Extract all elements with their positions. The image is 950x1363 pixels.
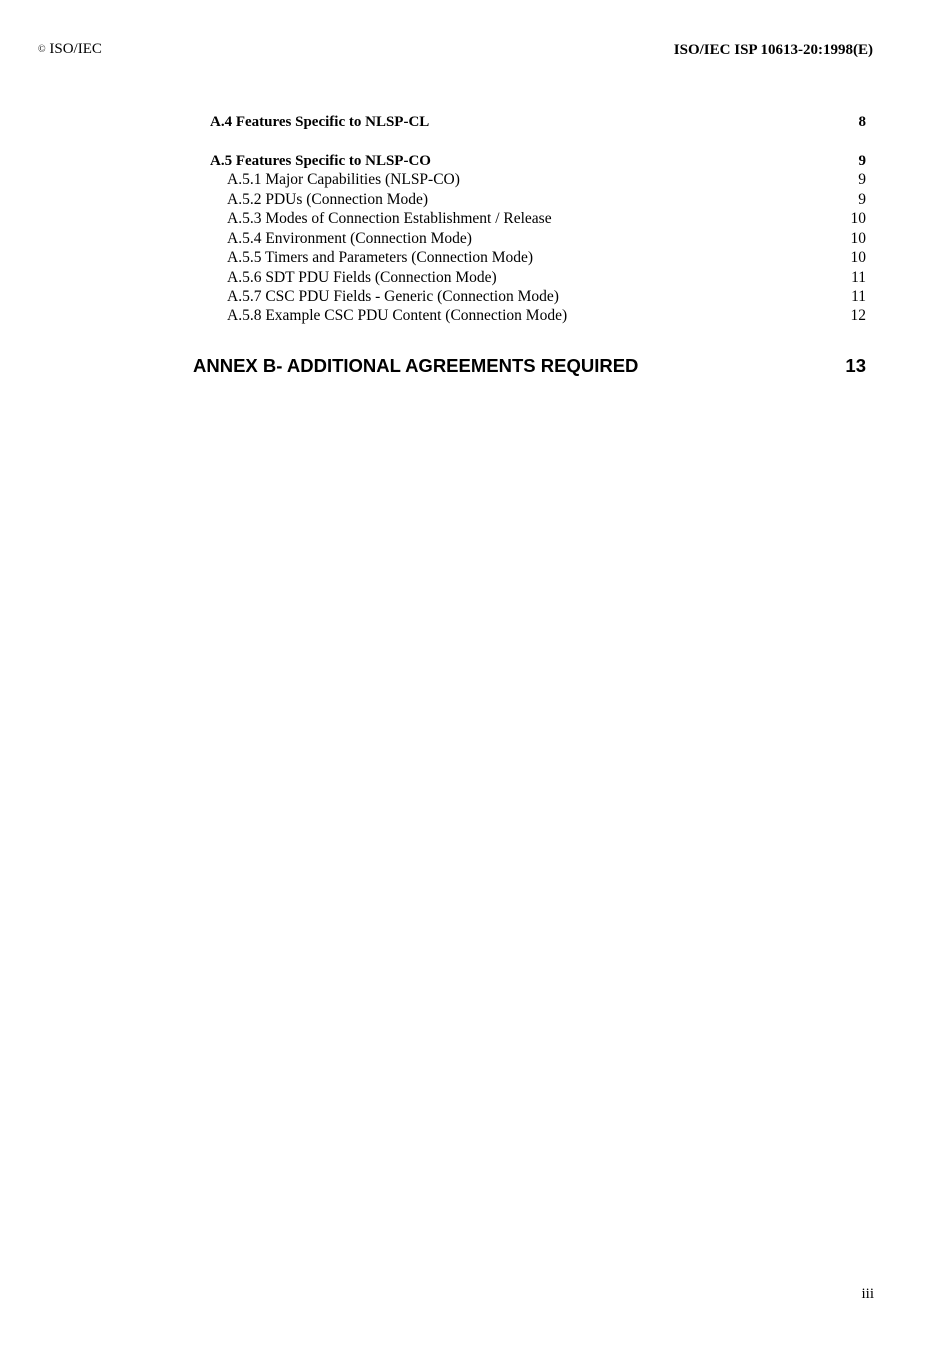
copyright-symbol: © xyxy=(38,44,46,55)
toc-entry-page: 9 xyxy=(858,191,866,208)
toc-entry-a5-3[interactable] xyxy=(0,209,950,229)
toc-entry-a5-7[interactable] xyxy=(0,287,950,307)
toc-entry-a5-8[interactable] xyxy=(0,306,950,326)
toc-entry-label: A.5.7 CSC PDU Fields - Generic (Connection Mode) xyxy=(227,288,559,305)
toc-entry-a5[interactable] xyxy=(0,151,950,171)
toc-entry-a4[interactable] xyxy=(0,112,950,132)
toc-entry-page: 10 xyxy=(850,230,866,247)
toc-entry-annex-b[interactable] xyxy=(0,354,950,378)
toc-entry-label: A.5.2 PDUs (Connection Mode) xyxy=(227,191,429,208)
toc-entry-label: A.5.8 Example CSC PDU Content (Connection Mode) xyxy=(227,307,568,324)
toc-entry-page: 11 xyxy=(851,288,866,305)
toc-entry-label: ANNEX B- ADDITIONAL AGREEMENTS REQUIRED xyxy=(193,355,639,376)
toc-entry-label: A.5.1 Major Capabilities (NLSP-CO) xyxy=(227,171,460,188)
footer-page-number: iii xyxy=(861,1286,874,1302)
toc-entry-label: A.5 Features Specific to NLSP-CO xyxy=(210,153,431,169)
toc-entry-page: 10 xyxy=(850,210,866,227)
toc-entry-a5-6[interactable] xyxy=(0,268,950,288)
toc-entry-a5-5[interactable] xyxy=(0,248,950,268)
toc-entry-page: 9 xyxy=(858,153,866,169)
toc-entry-label: A.5.4 Environment (Connection Mode) xyxy=(227,230,472,247)
toc-entry-page: 10 xyxy=(850,249,866,266)
toc-entry-label: A.4 Features Specific to NLSP-CL xyxy=(210,114,430,130)
toc-entry-page: 9 xyxy=(858,171,866,188)
toc-entry-a5-1[interactable] xyxy=(0,170,950,190)
toc-entry-page: 12 xyxy=(850,307,866,324)
header-organization: ISO/IEC xyxy=(49,41,102,57)
header-copyright xyxy=(38,40,102,59)
header-document-id: ISO/IEC ISP 10613-20:1998(E) xyxy=(673,42,873,58)
toc-entry-page: 8 xyxy=(858,114,866,130)
toc-entry-a5-2[interactable] xyxy=(0,190,950,210)
toc-entry-page: 13 xyxy=(845,355,866,376)
toc-entry-label: A.5.3 Modes of Connection Establishment / Release xyxy=(227,210,552,227)
toc-entry-page: 11 xyxy=(851,269,866,286)
toc-entry-label: A.5.6 SDT PDU Fields (Connection Mode) xyxy=(227,269,497,286)
toc-entry-label: A.5.5 Timers and Parameters (Connection Mode) xyxy=(227,249,534,266)
toc-entry-a5-4[interactable] xyxy=(0,229,950,249)
